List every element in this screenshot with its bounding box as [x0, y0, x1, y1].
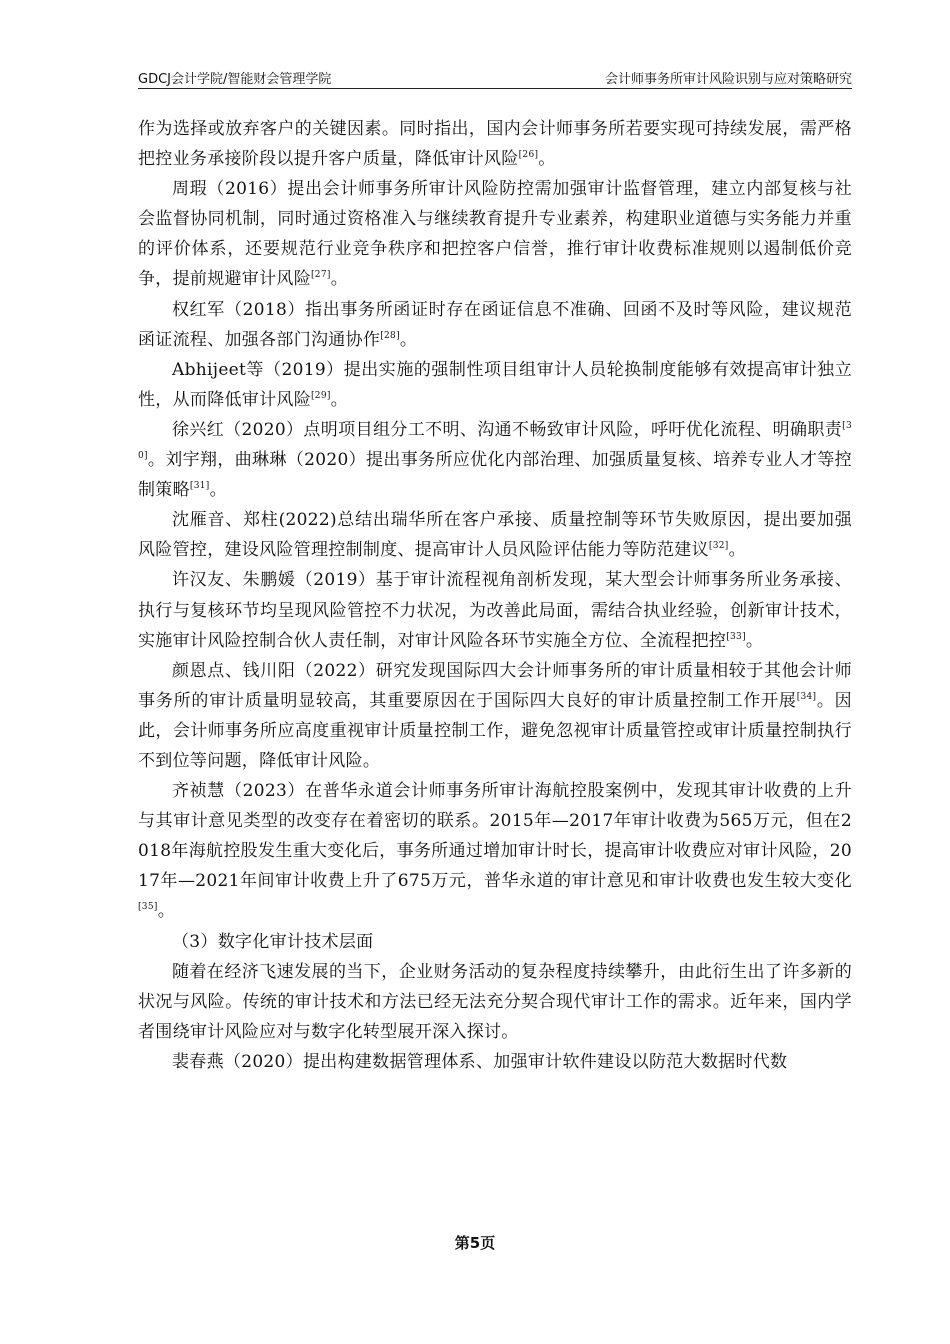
paragraph: 随着在经济飞速发展的当下，企业财务活动的复杂程度持续攀升，由此衍生出了许多新的状况与风险。传统的审计技术和方法已经无法充分契合现代审计工作的需求。近年来，国内学者围绕审计风险应对与数字化转型展开深入探讨。: [138, 961, 852, 1042]
header-left-text: GDCJ会计学院/智能财会管理学院: [138, 72, 332, 87]
page-body: [138, 114, 852, 1077]
citation-ref: [33]: [726, 631, 746, 642]
paragraph: 徐兴红（2020）点明项目组分工不明、沟通不畅致审计风险，呼吁优化流程、明确职责[30]。刘宇翔，曲琳琳（2020）提出事务所应优化内部治理、加强质量复核、培养专业人才等控制策略[31]。: [138, 419, 852, 501]
citation-ref: [29]: [311, 390, 331, 401]
citation-ref: [27]: [311, 270, 331, 281]
paragraph: 权红军（2018）指出事务所函证时存在函证信息不准确、回函不及时等风险，建议规范函证流程、加强各部门沟通协作[28]。: [138, 299, 852, 350]
citation-ref: [34]: [796, 691, 817, 702]
citation-ref: [31]: [189, 481, 210, 492]
paragraph: 裴春燕（2020）提出构建数据管理体系、加强审计软件建设以防范大数据时代数: [172, 1051, 788, 1072]
header-right-text: 会计师事务所审计风险识别与应对策略研究: [604, 72, 852, 87]
page-header: [138, 66, 852, 89]
citation-ref: [32]: [708, 541, 729, 552]
paragraph: 沈雁音、郑柱(2022)总结出瑞华所在客户承接、质量控制等环节失败原因，提出要加强风险管控，建设风险管理控制制度、提高审计人员风险评估能力等防范建议[32]。: [138, 510, 852, 561]
citation-ref: [28]: [380, 330, 400, 341]
paragraph: Abhijeet等（2019）提出实施的强制性项目组审计人员轮换制度能够有效提高审计独立性，从而降低审计风险[29]。: [138, 359, 852, 410]
paragraph: 许汉友、朱鹏媛（2019）基于审计流程视角剖析发现，某大型会计师事务所业务承接、执行与复核环节均呈现风险管控不力状况，为改善此局面，需结合执业经验，创新审计技术，实施审计风险控制合伙人责任制，对审计风险各环节实施全方位、全流程把控[33]。: [138, 570, 852, 651]
paragraph: 周瑕（2016）提出会计师事务所审计风险防控需加强审计监督管理，建立内部复核与社会监督协同机制，同时通过资格准入与继续教育提升专业素养，构建职业道德与实务能力并重的评价体系，还要规范行业竞争秩序和把控客户信誉，推行审计收费标准规则以遏制低价竞争，提前规避审计风险[27]。: [138, 179, 852, 290]
paragraph: 颜恩点、钱川阳（2022）研究发现国际四大会计师事务所的审计质量相较于其他会计师事务所的审计质量明显较高，其重要原因在于国际四大良好的审计质量控制工作开展[34]。因此，会计师事务所应高度重视审计质量控制工作，避免忽视审计质量管控或审计质量控制执行不到位等问题，降低审计风险。: [138, 660, 852, 771]
page-number: 第5页: [454, 1234, 496, 1252]
paragraph: 齐祯慧（2023）在普华永道会计师事务所审计海航控股案例中，发现其审计收费的上升与其审计意见类型的改变存在着密切的联系。2015年—2017年审计收费为565万元，但在2018年海航控股发生重大变化后，事务所通过增加审计时长，提高审计收费应对审计风险，2017年—2021年间审计收费上升了675万元，普华永道的审计意见和审计收费也发生较大变化[35]。: [138, 781, 852, 922]
section-heading: （3）数字化审计技术层面: [172, 931, 374, 952]
citation-ref: [35]: [138, 902, 158, 913]
citation-ref: [26]: [518, 150, 539, 161]
citation-ref: [30]: [138, 420, 852, 462]
paragraph: 作为选择或放弃客户的关键因素。同时指出，国内会计师事务所若要实现可持续发展，需严格把控业务承接阶段以提升客户质量，降低审计风险[26]。: [138, 119, 852, 170]
